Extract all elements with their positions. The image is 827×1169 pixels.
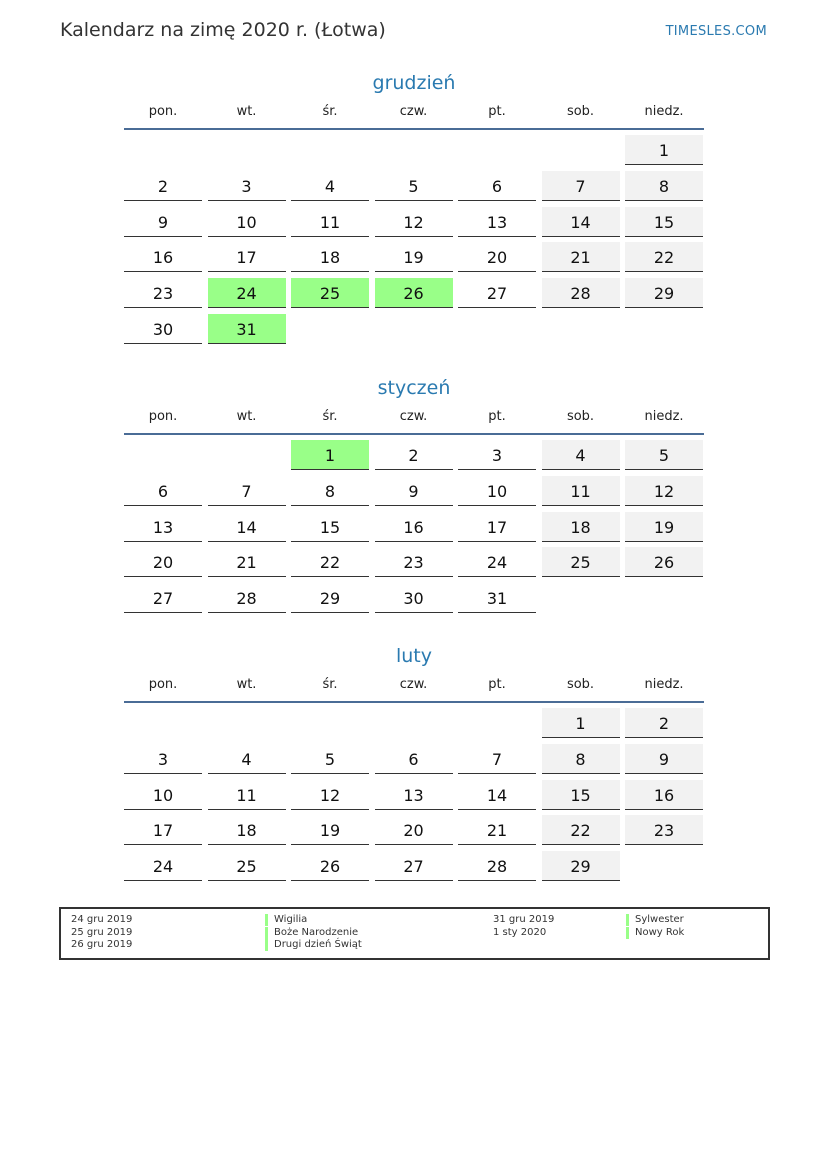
weekend-day-cell: 7: [542, 171, 620, 201]
month-january: [124, 373, 704, 609]
day-cell: 24: [124, 851, 202, 881]
weekend-day-cell: 29: [625, 278, 703, 308]
weekend-day-cell: 18: [542, 512, 620, 542]
day-cell: 4: [208, 744, 286, 774]
weekend-day-cell: 26: [625, 547, 703, 577]
month-title: styczeń: [377, 377, 451, 399]
legend-holiday-name: Boże Narodzenie: [265, 927, 358, 939]
legend-date: 31 gru 2019: [493, 914, 555, 925]
legend-holiday-name: Wigilia: [265, 914, 307, 926]
month-february: [124, 641, 704, 877]
weekend-day-cell: 1: [542, 708, 620, 738]
day-cell: 4: [291, 171, 369, 201]
holiday-day-cell: 26: [375, 278, 453, 308]
weekend-day-cell: 14: [542, 207, 620, 237]
day-cell: 2: [375, 440, 453, 470]
day-cell: 9: [124, 207, 202, 237]
day-cell: 13: [124, 512, 202, 542]
weekend-day-cell: 5: [625, 440, 703, 470]
month-title: grudzień: [372, 72, 456, 94]
day-cell: 21: [208, 547, 286, 577]
day-cell: 13: [375, 780, 453, 810]
weekend-day-cell: 12: [625, 476, 703, 506]
day-cell: 17: [458, 512, 536, 542]
day-cell: 31: [458, 583, 536, 613]
day-cell: 10: [458, 476, 536, 506]
weekend-day-cell: 15: [625, 207, 703, 237]
day-cell: 14: [458, 780, 536, 810]
weekday-header: [124, 98, 704, 130]
day-cell: 18: [291, 242, 369, 272]
weekend-day-cell: 15: [542, 780, 620, 810]
weekend-day-cell: 8: [542, 744, 620, 774]
weekday-label: sob.: [566, 104, 595, 119]
day-cell: 2: [124, 171, 202, 201]
weekend-day-cell: 1: [625, 135, 703, 165]
holiday-legend: [59, 907, 770, 960]
weekend-day-cell: 22: [542, 815, 620, 845]
weekday-label: pon.: [148, 409, 178, 424]
day-cell: 16: [375, 512, 453, 542]
day-cell: 21: [458, 815, 536, 845]
day-cell: 24: [458, 547, 536, 577]
weekend-day-cell: 22: [625, 242, 703, 272]
day-cell: 17: [124, 815, 202, 845]
weekday-label: śr.: [322, 409, 338, 424]
day-cell: 20: [124, 547, 202, 577]
weekday-label: pt.: [488, 677, 506, 692]
month-title: luty: [395, 645, 432, 667]
day-cell: 20: [458, 242, 536, 272]
day-cell: 27: [458, 278, 536, 308]
legend-date: 1 sty 2020: [493, 927, 547, 938]
day-cell: 3: [208, 171, 286, 201]
page-title: Kalendarz na zimę 2020 r. (Łotwa): [60, 19, 386, 41]
weekday-label: sob.: [566, 409, 595, 424]
day-cell: 13: [458, 207, 536, 237]
weekday-label: pt.: [488, 104, 506, 119]
brand-logo-text[interactable]: TIMESLES.COM: [665, 24, 767, 39]
weekday-label: pt.: [488, 409, 506, 424]
weekday-header: [124, 403, 704, 435]
legend-date: 24 gru 2019: [71, 914, 133, 925]
day-cell: 6: [458, 171, 536, 201]
weekday-label: pon.: [148, 104, 178, 119]
day-cell: 22: [291, 547, 369, 577]
weekend-day-cell: 9: [625, 744, 703, 774]
weekend-day-cell: 29: [542, 851, 620, 881]
weekend-day-cell: 11: [542, 476, 620, 506]
legend-date: 25 gru 2019: [71, 927, 133, 938]
weekday-label: wt.: [236, 677, 257, 692]
holiday-day-cell: 24: [208, 278, 286, 308]
weekend-day-cell: 28: [542, 278, 620, 308]
weekend-day-cell: 21: [542, 242, 620, 272]
weekday-label: śr.: [322, 104, 338, 119]
day-cell: 11: [208, 780, 286, 810]
weekday-label: niedz.: [644, 104, 684, 119]
day-cell: 6: [124, 476, 202, 506]
day-cell: 19: [375, 242, 453, 272]
weekday-label: czw.: [399, 677, 428, 692]
weekday-header: [124, 671, 704, 703]
day-cell: 10: [208, 207, 286, 237]
legend-holiday-name: Nowy Rok: [626, 927, 684, 939]
weekend-day-cell: 25: [542, 547, 620, 577]
day-cell: 6: [375, 744, 453, 774]
day-cell: 12: [291, 780, 369, 810]
weekday-label: pon.: [148, 677, 178, 692]
weekend-day-cell: 8: [625, 171, 703, 201]
weekend-day-cell: 16: [625, 780, 703, 810]
holiday-day-cell: 31: [208, 314, 286, 344]
weekday-label: niedz.: [644, 409, 684, 424]
holiday-day-cell: 25: [291, 278, 369, 308]
day-cell: 28: [458, 851, 536, 881]
day-cell: 23: [375, 547, 453, 577]
day-cell: 15: [291, 512, 369, 542]
holiday-day-cell: 1: [291, 440, 369, 470]
day-cell: 29: [291, 583, 369, 613]
day-cell: 3: [124, 744, 202, 774]
day-cell: 12: [375, 207, 453, 237]
legend-holiday-name: Drugi dzień Świąt: [265, 939, 362, 951]
legend-date: 26 gru 2019: [71, 939, 133, 950]
weekend-day-cell: 23: [625, 815, 703, 845]
weekday-label: niedz.: [644, 677, 684, 692]
day-cell: 9: [375, 476, 453, 506]
day-cell: 14: [208, 512, 286, 542]
day-cell: 3: [458, 440, 536, 470]
day-cell: 8: [291, 476, 369, 506]
weekday-label: wt.: [236, 104, 257, 119]
day-cell: 16: [124, 242, 202, 272]
weekend-day-cell: 2: [625, 708, 703, 738]
day-cell: 10: [124, 780, 202, 810]
weekday-label: śr.: [322, 677, 338, 692]
legend-holiday-name: Sylwester: [626, 914, 684, 926]
day-cell: 7: [208, 476, 286, 506]
day-cell: 25: [208, 851, 286, 881]
weekday-label: czw.: [399, 409, 428, 424]
day-cell: 30: [124, 314, 202, 344]
weekend-day-cell: 4: [542, 440, 620, 470]
weekday-label: sob.: [566, 677, 595, 692]
day-cell: 27: [124, 583, 202, 613]
day-cell: 5: [375, 171, 453, 201]
day-cell: 26: [291, 851, 369, 881]
day-cell: 20: [375, 815, 453, 845]
weekday-label: wt.: [236, 409, 257, 424]
day-cell: 11: [291, 207, 369, 237]
day-cell: 23: [124, 278, 202, 308]
day-cell: 27: [375, 851, 453, 881]
weekend-day-cell: 19: [625, 512, 703, 542]
day-cell: 17: [208, 242, 286, 272]
day-cell: 30: [375, 583, 453, 613]
weekday-label: czw.: [399, 104, 428, 119]
day-cell: 19: [291, 815, 369, 845]
day-cell: 28: [208, 583, 286, 613]
day-cell: 7: [458, 744, 536, 774]
day-cell: 5: [291, 744, 369, 774]
month-december: [124, 68, 704, 339]
day-cell: 18: [208, 815, 286, 845]
